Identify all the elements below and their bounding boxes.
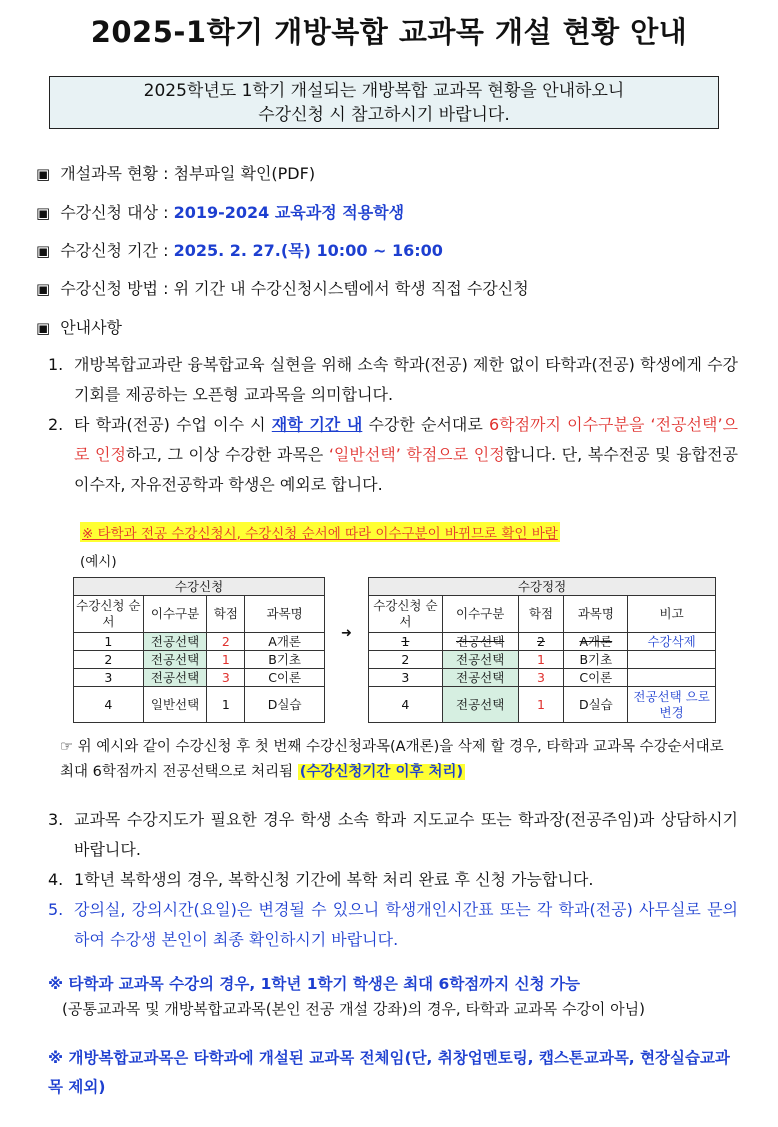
col-header: 이수구분	[143, 596, 207, 633]
method-value: 위 기간 내 수강신청시스템에서 학생 직접 수강신청	[173, 279, 529, 298]
major-credit-emphasis: 6학점까지 이수구분을 ‘전공선택’으로 인정	[74, 415, 738, 464]
method-label: 수강신청 방법 :	[60, 279, 174, 298]
list-item: 1. 개방복합교과란 융복합교육 실현을 위해 소속 학과(전공) 제한 없이 타학과(전공) 학생에게 수강 기회를 제공하는 오픈형 교과목을 의미합니다.	[48, 350, 738, 410]
item-2-text: 타 학과(전공) 수업 이수 시 재학 기간 내 수강한 순서대로 6학점까지 이수구분을 ‘전공선택’으로 인정하고, 그 이상 수강한 과목은 ‘일반선택’ 학점으로 인정합니다. 단, 복수전공 및 융합전공 이수자, 자유전공학과 학생은 예외로 합니다.	[74, 415, 738, 494]
period-label: 수강신청 기간 :	[60, 241, 174, 260]
table-row: 4 일반선택 1 D실습	[74, 687, 325, 723]
list-item: 4. 1학년 복학생의 경우, 복학신청 기간에 복학 처리 완료 후 신청 가능합니다.	[48, 865, 738, 895]
courses-value: 첨부파일 확인(PDF)	[173, 164, 316, 183]
square-bullet-icon: ▣	[36, 319, 51, 337]
info-period	[36, 238, 443, 261]
col-header: 이수구분	[442, 596, 518, 633]
notice-line-1: 2025학년도 1학기 개설되는 개방복합 교과목 현황을 안내하오니	[143, 81, 625, 101]
enrollment-table	[73, 577, 325, 723]
item-1-text: 개방복합교과란 융복합교육 실현을 위해 소속 학과(전공) 제한 없이 타학과(전공) 학생에게 수강 기회를 제공하는 오픈형 교과목을 의미합니다.	[74, 355, 738, 404]
table-caption: 수강정정	[369, 578, 716, 596]
target-value: 2019-2024 교육과정 적용학생	[173, 203, 405, 222]
guide-list-continued	[48, 805, 738, 955]
table-row: 2 전공선택 1 B기초	[369, 651, 716, 669]
post-period-highlight: (수강신청기간 이후 처리)	[299, 764, 464, 780]
table-row: 3 전공선택 3 C이론	[74, 669, 325, 687]
info-guide	[36, 315, 122, 338]
note-first-year: ※ 타학과 교과목 수강의 경우, 1학년 1학기 학생은 최대 6학점까지 신청 가능	[48, 975, 580, 993]
item-5-text: 강의실, 강의시간(요일)은 변경될 수 있으니 학생개인시간표 또는 각 학과(전공) 사무실로 문의하여 수강생 본인이 최종 확인하시기 바랍니다.	[74, 900, 738, 949]
square-bullet-icon: ▣	[36, 165, 51, 183]
square-bullet-icon: ▣	[36, 280, 51, 298]
list-item: 2. 타 학과(전공) 수업 이수 시 재학 기간 내 수강한 순서대로 6학점까지 이수구분을 ‘전공선택’으로 인정하고, 그 이상 수강한 과목은 ‘일반선택’ 학점으로 인정합니다. 단, 복수전공 및 융합전공 이수자, 자유전공학과 학생은 예외로 합니다.	[48, 410, 738, 500]
table-row: 3 전공선택 3 C이론	[369, 669, 716, 687]
general-credit-emphasis: ‘일반선택’ 학점으로 인정	[328, 445, 505, 464]
col-header: 과목명	[564, 596, 628, 633]
warning-banner: ※ 타학과 전공 수강신청시, 수강신청 순서에 따라 이수구분이 바뀌므로 확인 바람	[80, 522, 560, 542]
notice-box	[49, 76, 719, 129]
list-item: 5. 강의실, 강의시간(요일)은 변경될 수 있으니 학생개인시간표 또는 각 학과(전공) 사무실로 문의하여 수강생 본인이 최종 확인하시기 바랍니다.	[48, 895, 738, 955]
col-header: 비고	[628, 596, 716, 633]
col-header: 수강신청 순서	[74, 596, 144, 633]
col-header: 학점	[207, 596, 245, 633]
arrow-right-icon: ➜	[341, 626, 352, 641]
info-target	[36, 200, 404, 223]
item-4-text: 1학년 복학생의 경우, 복학신청 기간에 복학 처리 완료 후 신청 가능합니다.	[74, 870, 594, 889]
square-bullet-icon: ▣	[36, 204, 51, 222]
page-title: 2025-1학기 개방복합 교과목 개설 현황 안내	[90, 15, 688, 49]
example-label: (예시)	[80, 554, 117, 570]
list-item: 3. 교과목 수강지도가 필요한 경우 학생 소속 학과 지도교수 또는 학과장(전공주임)과 상담하시기 바랍니다.	[48, 805, 738, 865]
info-method	[36, 276, 529, 299]
enrollment-period-emphasis: 재학 기간 내	[271, 415, 363, 434]
guide-label: 안내사항	[60, 318, 123, 337]
example-footnote: ☞ 위 예시와 같이 수강신청 후 첫 번째 수강신청과목(A개론)을 삭제 할 경우, 타학과 교과목 수강순서대로 최대 6학점까지 전공선택으로 처리됨 (수강신청기간 이후 처리)	[60, 739, 724, 780]
guide-list	[48, 350, 738, 500]
col-header: 수강신청 순서	[369, 596, 443, 633]
item-3-text: 교과목 수강지도가 필요한 경우 학생 소속 학과 지도교수 또는 학과장(전공주임)과 상담하시기 바랍니다.	[74, 810, 738, 859]
col-header: 과목명	[245, 596, 325, 633]
correction-table	[368, 577, 716, 723]
col-header: 학점	[518, 596, 564, 633]
courses-label: 개설과목 현황 :	[60, 164, 174, 183]
table-row: 4 전공선택 1 D실습 전공선택 으로 변경	[369, 687, 716, 723]
note-open-courses: ※ 개방복합교과목은 타학과에 개설된 교과목 전체임(단, 취창업멘토링, 캡스톤교과목, 현장실습교과목 제외)	[48, 1049, 730, 1096]
info-courses	[36, 161, 315, 184]
notice-line-2: 수강신청 시 참고하시기 바랍니다.	[258, 105, 510, 125]
table-row: 1 전공선택 2 A개론 수강삭제	[369, 633, 716, 651]
square-bullet-icon: ▣	[36, 242, 51, 260]
target-label: 수강신청 대상 :	[60, 203, 174, 222]
table-row: 1 전공선택 2 A개론	[74, 633, 325, 651]
note-first-year-sub: (공통교과목 및 개방복합교과목(본인 전공 개설 강좌)의 경우, 타학과 교과목 수강이 아님)	[62, 1000, 646, 1018]
period-value: 2025. 2. 27.(목) 10:00 ~ 16:00	[173, 241, 443, 260]
table-row: 2 전공선택 1 B기초	[74, 651, 325, 669]
table-caption: 수강신청	[74, 578, 325, 596]
